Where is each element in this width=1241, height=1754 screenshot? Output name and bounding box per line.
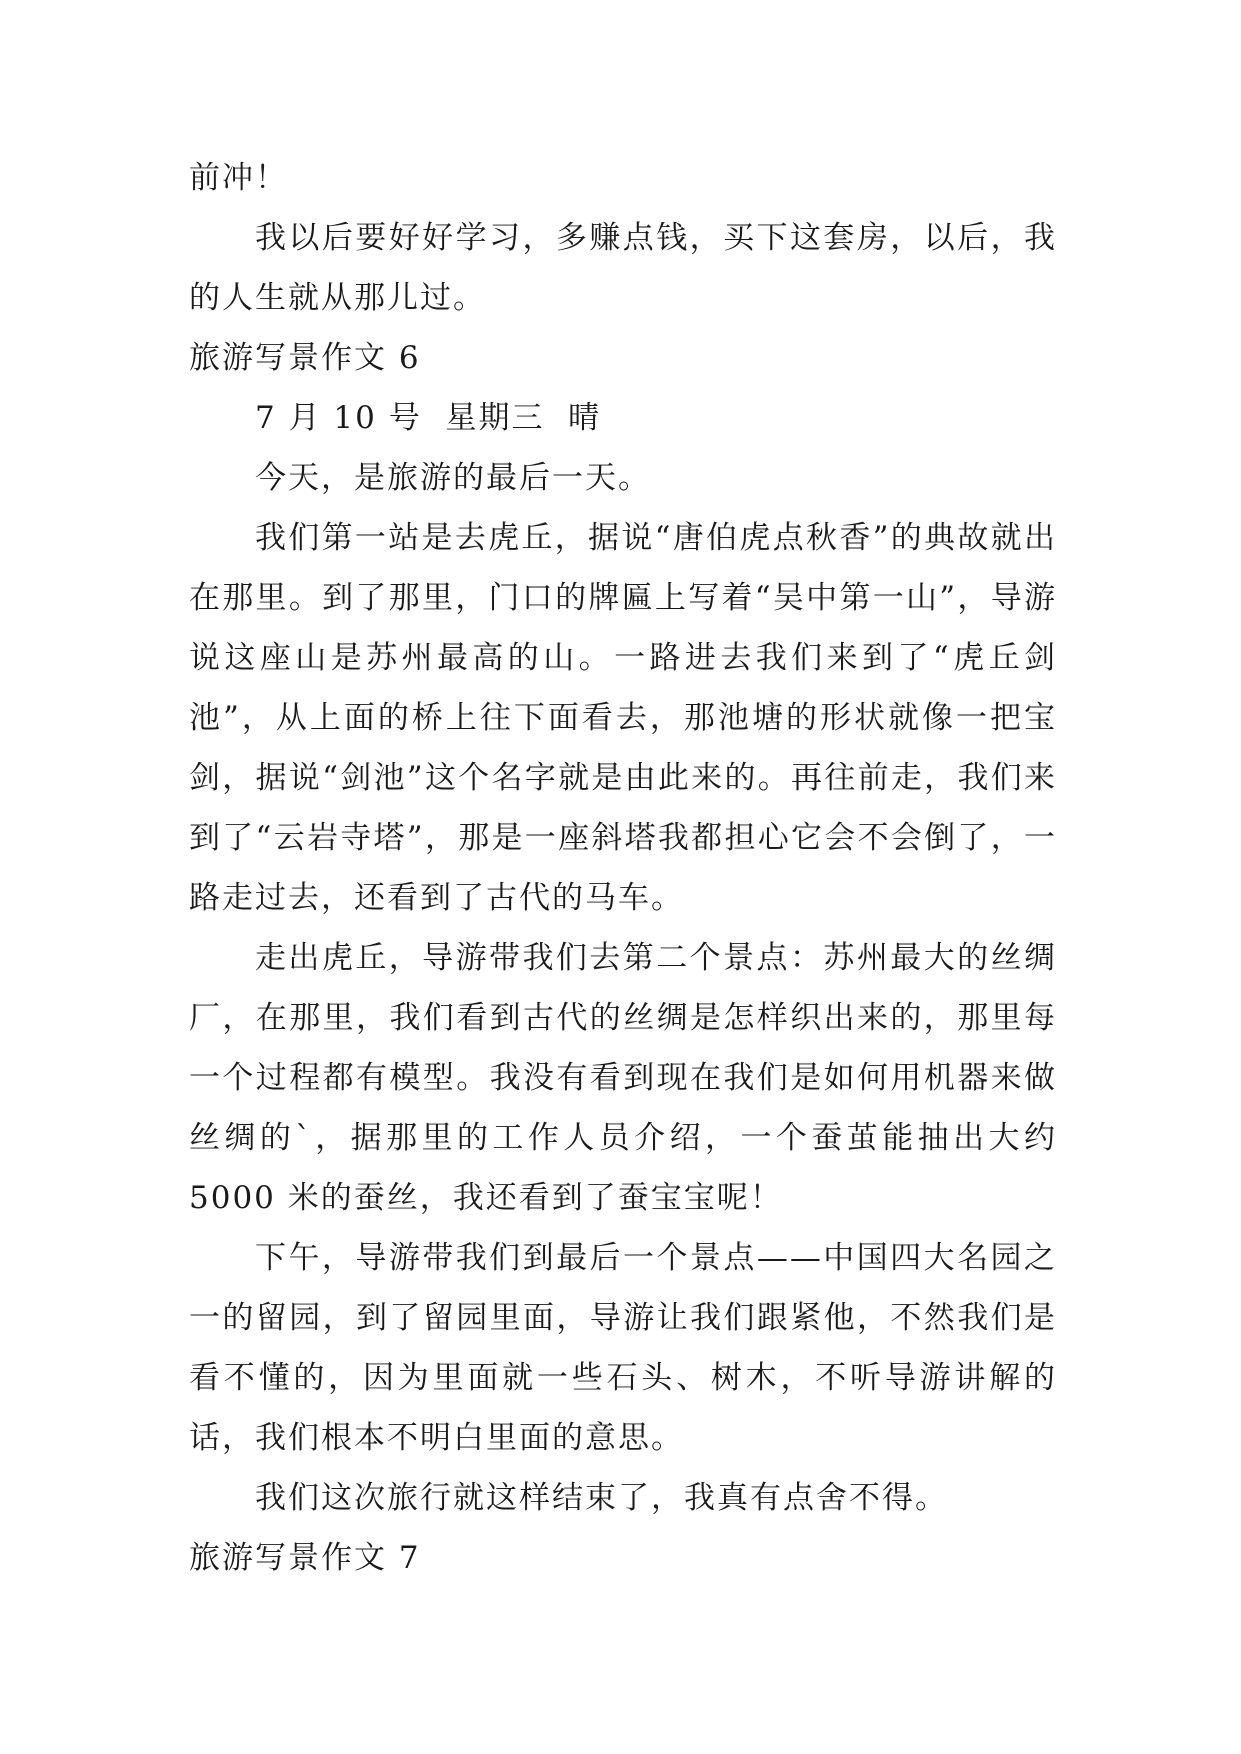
paragraph-silk-factory: 走出虎丘，导游带我们去第二个景点：苏州最大的丝绸厂，在那里，我们看到古代的丝绸是怎样织出来的，那里每一个过程都有模型。我没有看到现在我们是如何用机器来做丝绸的`，据那里的工作人员介绍，一个蚕茧能抽出大约 5000 米的蚕丝，我还看到了蚕宝宝呢！ [189,940,1057,1216]
paragraph-last-day: 今天，是旅游的最后一天。 [255,460,651,496]
paragraph-trip-end: 我们这次旅行就这样结束了，我真有点舍不得。 [255,1480,948,1516]
document-body [189,148,1057,1588]
paragraph-tiger-hill: 我们第一站是去虎丘，据说“唐伯虎点秋香”的典故就出在那里。到了那里，门口的牌匾上写着“吴中第一山”，导游说这座山是苏州最高的山。一路进去我们来到了“虎丘剑池”，从上面的桥上往下面看去，那池塘的形状就像一把宝剑，据说“剑池”这个名字就是由此来的。再往前走，我们来到了“云岩寺塔”，那是一座斜塔我都担心它会不会倒了，一路走过去，还看到了古代的马车。 [189,520,1057,916]
paragraph-lingering-garden: 下午，导游带我们到最后一个景点——中国四大名园之一的留园，到了留园里面，导游让我们跟紧他，不然我们是看不懂的，因为里面就一些石头、树木，不听导游讲解的话，我们根本不明白里面的意思。 [189,1240,1057,1456]
paragraph-future-plan: 我以后要好好学习，多赚点钱，买下这套房，以后，我的人生就从那儿过。 [189,220,1057,316]
essay-title-7: 旅游写景作文 7 [189,1540,421,1576]
diary-date-line: 7 月 10 号 星期三 晴 [255,400,602,436]
paragraph-continuation: 前冲！ [189,160,288,196]
essay-title-6: 旅游写景作文 6 [189,340,421,376]
